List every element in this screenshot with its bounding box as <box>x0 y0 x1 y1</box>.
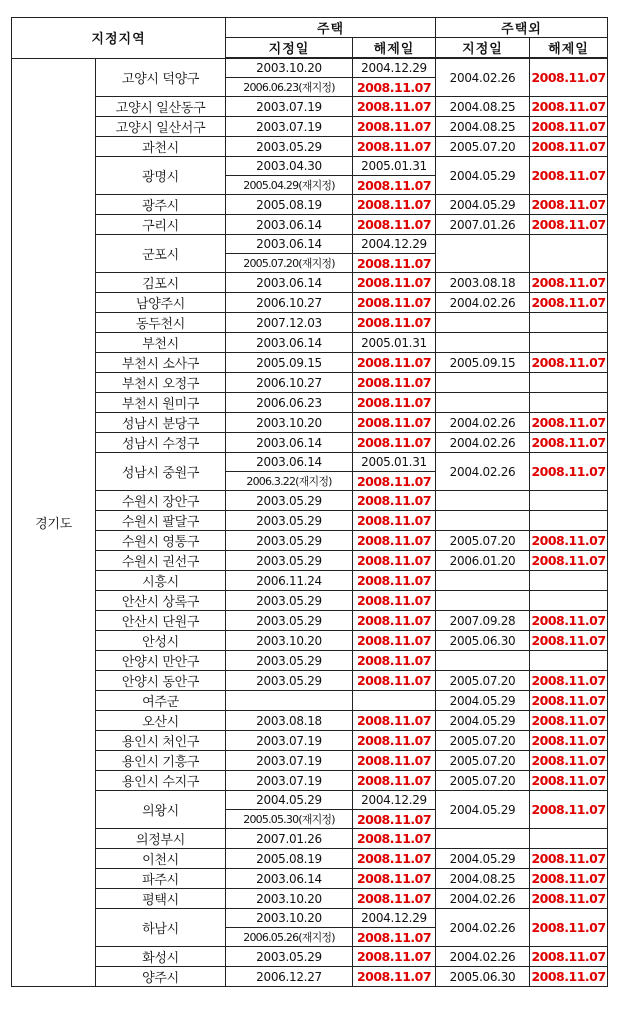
area-name: 성남시 분당구 <box>96 413 226 433</box>
non-housing-released-date <box>530 591 608 611</box>
housing-released-date: 2008.11.07 <box>353 137 436 157</box>
non-housing-designated-date: 2004.08.25 <box>436 869 530 889</box>
housing-released-date: 2005.01.31 <box>353 157 436 176</box>
housing-released-date: 2008.11.07 <box>353 472 436 491</box>
table-row <box>12 731 608 751</box>
non-housing-designated-date: 2004.02.26 <box>436 889 530 909</box>
table-row <box>12 117 608 137</box>
housing-designated-date: 2003.10.20 <box>226 58 353 78</box>
housing-released-date: 2008.11.07 <box>353 117 436 137</box>
non-housing-designated-date <box>436 393 530 413</box>
non-housing-released-date: 2008.11.07 <box>530 58 608 97</box>
non-housing-designated-date <box>436 571 530 591</box>
housing-designated-date: 2003.10.20 <box>226 909 353 928</box>
housing-designated-date: 2005.08.19 <box>226 195 353 215</box>
housing-released-date: 2008.11.07 <box>353 651 436 671</box>
area-name: 안산시 상록구 <box>96 591 226 611</box>
area-name: 용인시 기흥구 <box>96 751 226 771</box>
non-housing-released-date: 2008.11.07 <box>530 967 608 987</box>
table-row <box>12 651 608 671</box>
area-name: 용인시 수지구 <box>96 771 226 791</box>
table-row <box>12 691 608 711</box>
table-row <box>12 195 608 215</box>
non-housing-designated-date: 2004.02.26 <box>436 453 530 491</box>
area-name: 광주시 <box>96 195 226 215</box>
header-non-housing-released: 해제일 <box>530 38 608 59</box>
housing-designated-date: 2003.10.20 <box>226 631 353 651</box>
non-housing-designated-date <box>436 235 530 273</box>
area-name: 안양시 동안구 <box>96 671 226 691</box>
non-housing-designated-date: 2005.07.20 <box>436 531 530 551</box>
housing-released-date: 2008.11.07 <box>353 353 436 373</box>
housing-released-date: 2004.12.29 <box>353 791 436 810</box>
table-row <box>12 97 608 117</box>
non-housing-released-date: 2008.11.07 <box>530 433 608 453</box>
housing-released-date: 2008.11.07 <box>353 413 436 433</box>
non-housing-released-date: 2008.11.07 <box>530 157 608 195</box>
non-housing-released-date: 2008.11.07 <box>530 731 608 751</box>
non-housing-released-date <box>530 313 608 333</box>
area-name: 안산시 단원구 <box>96 611 226 631</box>
area-name: 부천시 원미구 <box>96 393 226 413</box>
housing-released-date: 2008.11.07 <box>353 889 436 909</box>
non-housing-designated-date <box>436 829 530 849</box>
housing-released-date: 2008.11.07 <box>353 293 436 313</box>
housing-released-date: 2004.12.29 <box>353 909 436 928</box>
housing-released-date: 2008.11.07 <box>353 810 436 829</box>
housing-designated-date: 2003.05.29 <box>226 551 353 571</box>
non-housing-released-date: 2008.11.07 <box>530 611 608 631</box>
area-name: 과천시 <box>96 137 226 157</box>
area-name: 김포시 <box>96 273 226 293</box>
housing-released-date: 2008.11.07 <box>353 731 436 751</box>
table-row <box>12 393 608 413</box>
non-housing-released-date: 2008.11.07 <box>530 117 608 137</box>
housing-released-date: 2008.11.07 <box>353 671 436 691</box>
table-row <box>12 333 608 353</box>
non-housing-designated-date: 2004.05.29 <box>436 195 530 215</box>
housing-released-date <box>353 691 436 711</box>
table-row <box>12 157 608 176</box>
housing-designated-date: 2003.05.29 <box>226 947 353 967</box>
non-housing-designated-date: 2004.02.26 <box>436 58 530 97</box>
non-housing-released-date: 2008.11.07 <box>530 353 608 373</box>
housing-designated-date: 2003.07.19 <box>226 731 353 751</box>
non-housing-released-date: 2008.11.07 <box>530 531 608 551</box>
housing-released-date: 2008.11.07 <box>353 254 436 273</box>
non-housing-designated-date <box>436 313 530 333</box>
non-housing-designated-date: 2004.05.29 <box>436 157 530 195</box>
non-housing-released-date <box>530 373 608 393</box>
non-housing-released-date: 2008.11.07 <box>530 137 608 157</box>
housing-released-date: 2008.11.07 <box>353 751 436 771</box>
housing-designated-date: 2003.05.29 <box>226 511 353 531</box>
non-housing-designated-date: 2004.02.26 <box>436 909 530 947</box>
housing-released-date: 2008.11.07 <box>353 928 436 947</box>
table-row <box>12 58 608 78</box>
area-name: 수원시 권선구 <box>96 551 226 571</box>
housing-designated-date <box>226 691 353 711</box>
area-name: 의왕시 <box>96 791 226 829</box>
non-housing-designated-date: 2004.05.29 <box>436 711 530 731</box>
table-row <box>12 591 608 611</box>
housing-released-date: 2008.11.07 <box>353 97 436 117</box>
housing-released-date: 2008.11.07 <box>353 491 436 511</box>
housing-released-date: 2008.11.07 <box>353 611 436 631</box>
non-housing-released-date: 2008.11.07 <box>530 215 608 235</box>
housing-released-date: 2008.11.07 <box>353 551 436 571</box>
housing-designated-date: 2003.07.19 <box>226 117 353 137</box>
area-name: 파주시 <box>96 869 226 889</box>
housing-designated-date: 2006.06.23(재지정) <box>226 78 353 97</box>
non-housing-designated-date <box>436 651 530 671</box>
housing-designated-date: 2007.12.03 <box>226 313 353 333</box>
non-housing-released-date: 2008.11.07 <box>530 849 608 869</box>
housing-designated-date: 2003.05.29 <box>226 651 353 671</box>
area-name: 이천시 <box>96 849 226 869</box>
table-row <box>12 571 608 591</box>
header-housing-released: 해제일 <box>353 38 436 59</box>
housing-released-date: 2008.11.07 <box>353 829 436 849</box>
non-housing-released-date: 2008.11.07 <box>530 751 608 771</box>
table-row <box>12 791 608 810</box>
housing-released-date: 2004.12.29 <box>353 235 436 254</box>
non-housing-released-date: 2008.11.07 <box>530 273 608 293</box>
non-housing-released-date: 2008.11.07 <box>530 869 608 889</box>
table-row <box>12 235 608 254</box>
non-housing-released-date: 2008.11.07 <box>530 413 608 433</box>
area-name: 시흥시 <box>96 571 226 591</box>
non-housing-released-date: 2008.11.07 <box>530 195 608 215</box>
area-name: 여주군 <box>96 691 226 711</box>
housing-released-date: 2008.11.07 <box>353 771 436 791</box>
housing-designated-date: 2003.06.14 <box>226 215 353 235</box>
non-housing-designated-date <box>436 491 530 511</box>
housing-released-date: 2008.11.07 <box>353 967 436 987</box>
housing-designated-date: 2006.10.27 <box>226 293 353 313</box>
non-housing-designated-date: 2005.06.30 <box>436 967 530 987</box>
housing-designated-date: 2003.07.19 <box>226 97 353 117</box>
housing-designated-date: 2003.10.20 <box>226 413 353 433</box>
non-housing-designated-date: 2006.01.20 <box>436 551 530 571</box>
housing-released-date: 2008.11.07 <box>353 78 436 97</box>
housing-released-date: 2008.11.07 <box>353 869 436 889</box>
table-row <box>12 611 608 631</box>
non-housing-released-date: 2008.11.07 <box>530 771 608 791</box>
header-housing-designated: 지정일 <box>226 38 353 59</box>
area-name: 성남시 중원구 <box>96 453 226 491</box>
housing-designated-date: 2005.05.30(재지정) <box>226 810 353 829</box>
housing-designated-date: 2003.05.29 <box>226 491 353 511</box>
area-name: 군포시 <box>96 235 226 273</box>
table-row <box>12 353 608 373</box>
housing-released-date: 2005.01.31 <box>353 333 436 353</box>
housing-designated-date: 2005.08.19 <box>226 849 353 869</box>
non-housing-released-date <box>530 829 608 849</box>
table-row <box>12 849 608 869</box>
non-housing-released-date: 2008.11.07 <box>530 453 608 491</box>
housing-released-date: 2008.11.07 <box>353 273 436 293</box>
header-non-housing: 주택외 <box>436 18 608 38</box>
table-row <box>12 631 608 651</box>
non-housing-released-date <box>530 651 608 671</box>
housing-released-date: 2008.11.07 <box>353 531 436 551</box>
housing-released-date: 2008.11.07 <box>353 195 436 215</box>
area-name: 수원시 영통구 <box>96 531 226 551</box>
housing-released-date: 2005.01.31 <box>353 453 436 472</box>
housing-designated-date: 2003.07.19 <box>226 751 353 771</box>
table-row <box>12 751 608 771</box>
housing-released-date: 2008.11.07 <box>353 947 436 967</box>
area-name: 부천시 소사구 <box>96 353 226 373</box>
housing-released-date: 2008.11.07 <box>353 313 436 333</box>
housing-designated-date: 2003.06.14 <box>226 333 353 353</box>
housing-released-date: 2008.11.07 <box>353 711 436 731</box>
table-row <box>12 453 608 472</box>
housing-released-date: 2008.11.07 <box>353 176 436 195</box>
non-housing-designated-date: 2003.08.18 <box>436 273 530 293</box>
area-name: 양주시 <box>96 967 226 987</box>
housing-released-date: 2008.11.07 <box>353 433 436 453</box>
non-housing-released-date <box>530 333 608 353</box>
housing-released-date: 2008.11.07 <box>353 215 436 235</box>
housing-released-date: 2004.12.29 <box>353 58 436 78</box>
housing-designated-date: 2003.06.14 <box>226 235 353 254</box>
non-housing-designated-date: 2004.02.26 <box>436 413 530 433</box>
non-housing-released-date: 2008.11.07 <box>530 631 608 651</box>
non-housing-designated-date: 2004.02.26 <box>436 293 530 313</box>
non-housing-released-date: 2008.11.07 <box>530 691 608 711</box>
table-row <box>12 215 608 235</box>
table-row <box>12 829 608 849</box>
housing-designated-date: 2006.3.22(재지정) <box>226 472 353 491</box>
area-name: 성남시 수정구 <box>96 433 226 453</box>
header-region: 지정지역 <box>12 18 226 59</box>
housing-released-date: 2008.11.07 <box>353 631 436 651</box>
table-row <box>12 947 608 967</box>
housing-designated-date: 2006.11.24 <box>226 571 353 591</box>
non-housing-released-date: 2008.11.07 <box>530 293 608 313</box>
non-housing-released-date <box>530 571 608 591</box>
non-housing-released-date: 2008.11.07 <box>530 97 608 117</box>
non-housing-released-date: 2008.11.07 <box>530 947 608 967</box>
area-name: 부천시 오정구 <box>96 373 226 393</box>
housing-designated-date: 2003.05.29 <box>226 531 353 551</box>
non-housing-released-date: 2008.11.07 <box>530 671 608 691</box>
housing-released-date: 2008.11.07 <box>353 591 436 611</box>
non-housing-designated-date: 2005.07.20 <box>436 771 530 791</box>
table-row <box>12 531 608 551</box>
table-row <box>12 293 608 313</box>
table-row <box>12 433 608 453</box>
table-row <box>12 511 608 531</box>
housing-designated-date: 2003.10.20 <box>226 889 353 909</box>
area-name: 안성시 <box>96 631 226 651</box>
area-name: 부천시 <box>96 333 226 353</box>
non-housing-released-date: 2008.11.07 <box>530 909 608 947</box>
non-housing-designated-date: 2005.06.30 <box>436 631 530 651</box>
area-name: 화성시 <box>96 947 226 967</box>
housing-designated-date: 2005.09.15 <box>226 353 353 373</box>
housing-designated-date: 2006.06.23 <box>226 393 353 413</box>
non-housing-designated-date <box>436 591 530 611</box>
table-row <box>12 909 608 928</box>
non-housing-designated-date: 2005.07.20 <box>436 731 530 751</box>
housing-designated-date: 2003.05.29 <box>226 611 353 631</box>
non-housing-designated-date: 2004.02.26 <box>436 947 530 967</box>
housing-designated-date: 2003.05.29 <box>226 671 353 691</box>
housing-released-date: 2008.11.07 <box>353 511 436 531</box>
housing-released-date: 2008.11.07 <box>353 849 436 869</box>
non-housing-designated-date: 2005.09.15 <box>436 353 530 373</box>
non-housing-designated-date <box>436 333 530 353</box>
province-cell: 경기도 <box>12 58 96 987</box>
housing-designated-date: 2003.06.14 <box>226 869 353 889</box>
housing-designated-date: 2003.05.29 <box>226 591 353 611</box>
area-name: 안양시 만안구 <box>96 651 226 671</box>
non-housing-released-date <box>530 393 608 413</box>
non-housing-released-date <box>530 491 608 511</box>
area-name: 평택시 <box>96 889 226 909</box>
area-name: 하남시 <box>96 909 226 947</box>
non-housing-designated-date: 2004.05.29 <box>436 691 530 711</box>
non-housing-released-date <box>530 511 608 531</box>
table-row <box>12 413 608 433</box>
table-row <box>12 137 608 157</box>
housing-released-date: 2008.11.07 <box>353 571 436 591</box>
non-housing-designated-date: 2004.02.26 <box>436 433 530 453</box>
area-name: 고양시 일산서구 <box>96 117 226 137</box>
table-row <box>12 273 608 293</box>
area-name: 구리시 <box>96 215 226 235</box>
non-housing-designated-date: 2004.08.25 <box>436 117 530 137</box>
housing-released-date: 2008.11.07 <box>353 373 436 393</box>
area-name: 고양시 일산동구 <box>96 97 226 117</box>
table-row <box>12 551 608 571</box>
housing-designated-date: 2006.10.27 <box>226 373 353 393</box>
non-housing-released-date: 2008.11.07 <box>530 551 608 571</box>
table-row <box>12 771 608 791</box>
designated-area-table <box>11 17 608 987</box>
area-name: 광명시 <box>96 157 226 195</box>
non-housing-released-date: 2008.11.07 <box>530 889 608 909</box>
non-housing-designated-date: 2007.09.28 <box>436 611 530 631</box>
non-housing-designated-date: 2004.08.25 <box>436 97 530 117</box>
non-housing-released-date <box>530 235 608 273</box>
housing-designated-date: 2003.06.14 <box>226 433 353 453</box>
housing-designated-date: 2003.07.19 <box>226 771 353 791</box>
table-row <box>12 373 608 393</box>
area-name: 수원시 장안구 <box>96 491 226 511</box>
housing-designated-date: 2004.05.29 <box>226 791 353 810</box>
non-housing-designated-date: 2005.07.20 <box>436 671 530 691</box>
area-name: 남양주시 <box>96 293 226 313</box>
housing-designated-date: 2003.06.14 <box>226 273 353 293</box>
housing-designated-date: 2003.04.30 <box>226 157 353 176</box>
housing-designated-date: 2003.08.18 <box>226 711 353 731</box>
area-name: 용인시 처인구 <box>96 731 226 751</box>
table-row <box>12 491 608 511</box>
housing-released-date: 2008.11.07 <box>353 393 436 413</box>
table-row <box>12 671 608 691</box>
area-name: 의정부시 <box>96 829 226 849</box>
non-housing-designated-date: 2007.01.26 <box>436 215 530 235</box>
table-row <box>12 711 608 731</box>
table-row <box>12 869 608 889</box>
housing-designated-date: 2005.07.20(재지정) <box>226 254 353 273</box>
non-housing-designated-date <box>436 511 530 531</box>
area-name: 수원시 팔달구 <box>96 511 226 531</box>
area-name: 오산시 <box>96 711 226 731</box>
table-row <box>12 313 608 333</box>
non-housing-designated-date: 2005.07.20 <box>436 751 530 771</box>
housing-designated-date: 2007.01.26 <box>226 829 353 849</box>
housing-designated-date: 2005.04.29(재지정) <box>226 176 353 195</box>
housing-designated-date: 2006.05.26(재지정) <box>226 928 353 947</box>
header-housing: 주택 <box>226 18 436 38</box>
housing-designated-date: 2006.12.27 <box>226 967 353 987</box>
non-housing-designated-date <box>436 373 530 393</box>
table-row <box>12 889 608 909</box>
non-housing-designated-date: 2004.05.29 <box>436 849 530 869</box>
housing-designated-date: 2003.06.14 <box>226 453 353 472</box>
area-name: 동두천시 <box>96 313 226 333</box>
non-housing-released-date: 2008.11.07 <box>530 791 608 829</box>
header-non-housing-designated: 지정일 <box>436 38 530 59</box>
non-housing-designated-date: 2005.07.20 <box>436 137 530 157</box>
table-row <box>12 967 608 987</box>
non-housing-released-date: 2008.11.07 <box>530 711 608 731</box>
area-name: 고양시 덕양구 <box>96 58 226 97</box>
non-housing-designated-date: 2004.05.29 <box>436 791 530 829</box>
housing-designated-date: 2003.05.29 <box>226 137 353 157</box>
